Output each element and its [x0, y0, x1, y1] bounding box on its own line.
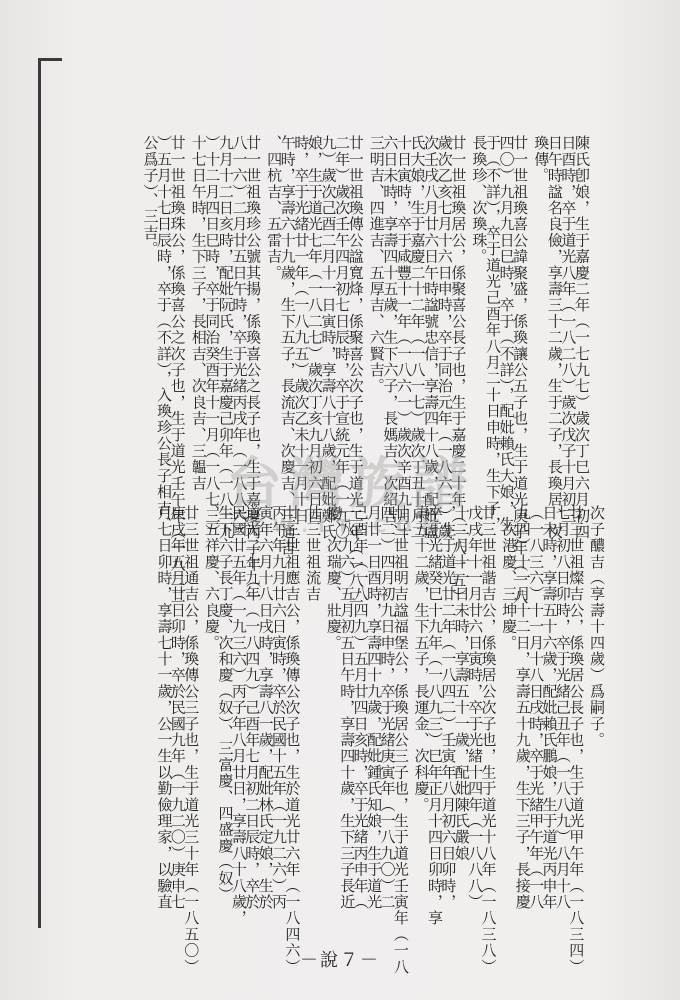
- text-column: 廿三世祖燦吉公，係瑍居公長子也，生于道光甲午年（一八三四）: [567, 505, 586, 975]
- text-column: 民國廿五年（一九三六）丙子年八月廿日，享壽八十八歲，: [229, 505, 248, 927]
- text-column: 廿三世祖明吉諡福堡公，係瑍居公三子也，生于道光壬寅年（一八: [391, 505, 410, 975]
- text-column: 次壬戌八月廿六日午時諡號忠信，享壽四十八歲，配妣盧: [422, 135, 441, 540]
- text-column: 次子醲吉（享壽十四歲）爲嗣子。: [588, 505, 606, 748]
- text-column: 生下六子長丁慶、次和慶（奴）、三富慶、四盛慶（奴）: [216, 505, 235, 903]
- text-column: ）十二月四日巳時，卒于同治癸酉年十一月（一八七三）: [203, 135, 222, 540]
- binder-margin-line: [38, 58, 41, 928]
- text-column: 瑍傳。: [532, 135, 551, 184]
- text-column: 二年）歲次壬午四月初七日辰時，卒于宣統元年（一九〇: [333, 135, 352, 540]
- text-column: 公爲子）、三吉。: [141, 135, 160, 258]
- text-column: 慶、次瑞慶、壯慶。: [324, 505, 343, 651]
- text-column: 十七日午時，生下三子，長相吉、次良吉、三韞吉: [189, 135, 208, 492]
- text-column: 廿三世祖諧吉公，係瑍居公次子也，生于道光十八年（一八三八）: [479, 505, 498, 975]
- text-column: 陳氏卽娘，生于嘉慶二年（一七九七）歲次丁巳六月初四: [573, 135, 591, 540]
- text-column: 、五祥慶、六良慶。: [203, 505, 222, 651]
- text-column: 道光二十九年（一八四九）己酉年七月初二日辰時，卒於: [243, 505, 262, 910]
- watermark-sub: TW.LT.COM: [250, 516, 450, 537]
- text-column: 于（不詳），卒于道光己酉年八月二十日申時，生下子，: [483, 135, 502, 533]
- text-column: 戊戌年十一月廿六日寅時，卒于光緒十四年（一八八八）: [466, 505, 485, 910]
- text-column: 廿三世祖應吉公，係瑍傳公次子也，生於道光廿六年（一八四六）: [283, 505, 302, 975]
- text-column: 卒于光緒癸巳十九年（一八九三）巳年正月十四日卯時，享: [425, 505, 444, 927]
- text-column: 、四杭吉、五雷吉。: [265, 135, 284, 281]
- text-column: 廿一世祖瑍傳公諡寬烽，係聚喜公次子也，生于道光二年（一八二: [346, 135, 365, 605]
- text-column: 寅年六月十八日戌時，享壽八一歲，配妣林氏定娘，生於: [256, 505, 275, 910]
- page-number: －說７－: [300, 950, 380, 971]
- text-column: （一八三六）十一月十八日戌時，卒于光緒甲午年（一八: [527, 505, 546, 910]
- text-column: ）五月十七日辰時，卒于（不詳），入瑍珍公長子相吉、: [155, 135, 174, 533]
- text-column: ，生于道光廿二年（一八四二）壬寅年八月初六日卯時，: [439, 505, 458, 910]
- text-column: 廿一世祖瑍珠公，係瑍喜公之次子也，生于道光壬午年（一八二二: [168, 135, 187, 605]
- column-gap: [533, 135, 540, 470]
- text-column: 月廿一日酉時，享壽四十九歲，配妣鍾氏知娘，生于道光: [365, 505, 384, 910]
- text-column: 月七日卯時，享壽七十一歲，公一生以勤儉理家，以驗直: [155, 505, 174, 910]
- text-column: 九四）十一月十二日，享壽五十九歲，生下三子，長接慶: [513, 505, 532, 910]
- text-column: 三明吉、四進吉、五厚吉、六賢吉。: [367, 135, 386, 395]
- text-column: 日未時，享壽五十六歲，配妣賴氏鵬娘，生于道光丙申年: [540, 505, 559, 910]
- text-column: 八一六）二月廿五日午時，卒于光緒丙戌年（一八八六）: [230, 135, 249, 540]
- text-column: 十日寅時，卒于咸豐十一年（一八六一）歲次辛酉九月十: [394, 135, 413, 540]
- text-column: 廿一世祖瑍珍公號其揚，係瑍喜公之長子也，生于嘉慶丙子年（一: [244, 135, 263, 605]
- text-column: 九）歲次己酉二月十一日寅時，享壽八十八歲，配妣鄭氏: [319, 135, 338, 540]
- binder-margin-corner: [38, 58, 62, 61]
- text-column: 廿三世祖通吉公，係瑍傳公三子也，生于道光三十年（一八五〇）: [182, 505, 201, 975]
- text-column: 娘，生于道光七年（一八二七）歲次丁亥九月初六日酉: [305, 135, 324, 524]
- text-column: 廿一世祖瑍居公，係聚喜公長子也，生于嘉慶二十年（一八一五）: [449, 135, 468, 605]
- text-column: 四〇）九月九日巳時，卒于（不詳），配妣賴氏大娘，生: [497, 135, 516, 533]
- text-column: 長瑍珍、次瑍珠。: [470, 135, 489, 265]
- text-column: 日酉時，卒于道光八年（一八二八）歲次戊子十月初三: [559, 135, 578, 524]
- text-column: 歲次乙亥七月十六日申時，卒于同治元年（一八六二）歲: [435, 135, 454, 540]
- text-column: 四二）四月初九日申時，卒于光緒庚寅年（一八九〇）二: [378, 505, 397, 910]
- text-column: 庚戌年五月廿日卯時，卒於民國九年（一九二〇）庚申七: [168, 505, 187, 910]
- text-column: 午時，享壽六十九歲，生下五子，長流吉、次慶吉、三通吉: [278, 135, 297, 557]
- text-column: 廿三世祖流吉: [304, 505, 323, 603]
- text-column: 己酉年（一八四九）五月廿四日亥時，卒于光緒丙申年（: [351, 505, 370, 910]
- text-column: 、次港慶、三坤慶。: [500, 505, 519, 651]
- text-column: 十二月十一日未時，享壽五十一歲，配妣陳氏嚴娘: [452, 505, 471, 862]
- text-column: 六日未時，享壽四十五歲，生下六子，長媽吉、次紹吉、: [381, 135, 400, 540]
- text-column: 丙午年九月廿六日寅時，卒於民國十五年（一九二六）丙: [270, 505, 288, 910]
- text-column: 日午時諡名良儉，享壽三十二歲，生于二子，長瑍居、次: [545, 135, 564, 540]
- text-column: 九月十二日亥時，配妣阮氏，生于嘉慶己卯年（一八一九: [216, 135, 235, 540]
- watermark-main: 台灣族譜: [226, 452, 474, 517]
- text-column: 壽五十二歲，生下五子，長運金、次科慶。: [412, 505, 431, 813]
- text-column: 氏大娘，生于嘉慶二十二年（一八一七）歲次丁丑十月二: [408, 135, 427, 540]
- watermark: [170, 440, 530, 537]
- text-column: 時，卒于光緒廿一年（一八九五）歲次乙未十一月十日: [292, 135, 311, 524]
- text-column: 一八九六）五月初五日午時，享壽四十歲，生下三子長近: [338, 505, 357, 910]
- text-column: 七月初八日卯時，卒于光緒己丑年（一八八九）八月十八: [553, 505, 572, 910]
- text-column: 廿一世祖瑍喜公諱聚盛，係瑍讓公五子也，生于道光庚子年（一八: [511, 135, 530, 605]
